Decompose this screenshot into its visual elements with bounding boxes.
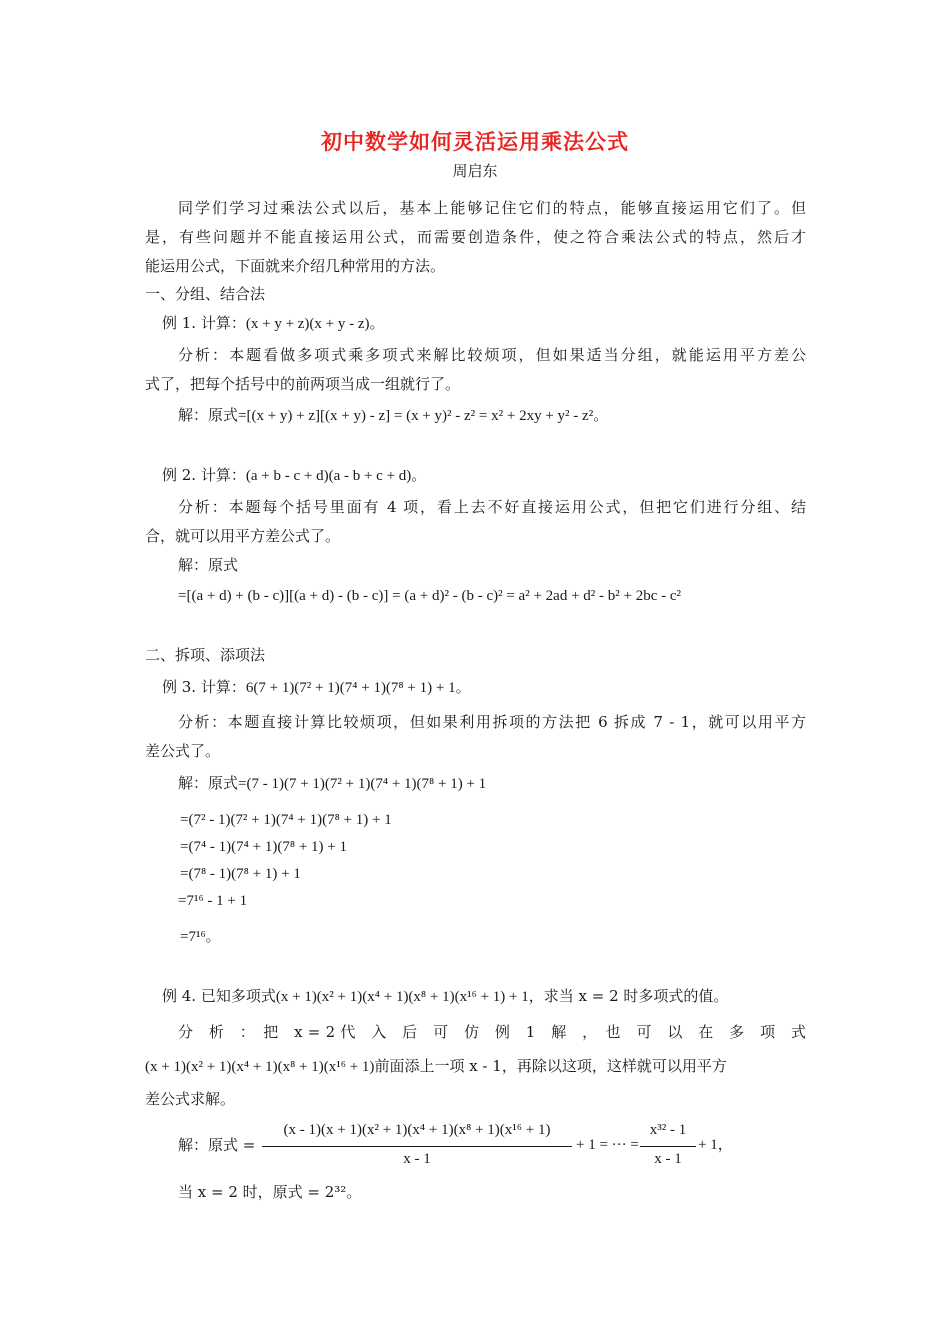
example-2-expression: (a + b - c + d)(a - b + c + d)。 [245,468,427,484]
example-3-step-5: =7¹⁶ - 1 + 1 [178,893,248,909]
document-title: 初中数学如何灵活运用乘法公式 [321,129,629,154]
example-3-step-3: =(7⁴ - 1)(7⁴ + 1)(7⁸ + 1) + 1 [180,839,347,855]
example-2-analysis-line-1: 分析：本题每个括号里面有 4 项，看上去不好直接运用公式，但把它们进行分组、结 [178,498,806,516]
example-4-analysis-line-1: 分 析 ： 把 x = 2 代 入 后 可 仿 例 1 解 ， 也 可 以 在 多 项 式 [178,1023,806,1041]
example-4-middle: + 1 = ··· = [576,1137,639,1153]
intro-line-3: 能运用公式，下面就来介绍几种常用的方法。 [145,257,446,275]
intro-line-2: 是，有些问题并不能直接运用公式，而需要创造条件，使之符合乘法公式的特点，然后才 [145,228,806,246]
example-3-label: 例 3. 计算： [162,678,246,696]
example-1-label: 例 1. 计算： [162,314,246,332]
example-4-analysis-text: 前面添上一项 x - 1，再除以这项，这样就可以用平方 [374,1057,727,1075]
fraction-1-denominator: x - 1 [403,1151,431,1167]
example-3-solution-label: 解：原式 [178,774,239,792]
example-1-solution-expression: =[(x + y) + z][(x + y) - z] = (x + y)² - z² = x² + 2xy + y² - z²。 [238,408,609,424]
fraction-2-bar [640,1146,696,1147]
author-name: 周启东 [452,162,498,180]
example-4-analysis-line-3: 差公式求解。 [145,1090,236,1108]
example-2-label: 例 2. 计算： [162,466,246,484]
example-3-step-2: =(7² - 1)(7² + 1)(7⁴ + 1)(7⁸ + 1) + 1 [180,812,392,828]
fraction-1-bar [262,1146,572,1147]
example-4-question: ，求当 x = 2 时多项式的值。 [528,987,729,1005]
example-4-label: 例 4. 已知多项式 [162,987,276,1005]
example-1-solution [178,405,608,426]
example-1-analysis-line-1: 分析：本题看做多项式乘多项式来解比较烦项，但如果适当分组，就能运用平方差公 [178,346,806,364]
example-1 [162,313,385,334]
example-2-solution-label: 解：原式 [178,556,239,574]
fraction-1-numerator: (x - 1)(x + 1)(x² + 1)(x⁴ + 1)(x⁸ + 1)(x¹⁶ + 1) [283,1122,551,1138]
example-4 [162,986,728,1007]
fraction-2-denominator: x - 1 [654,1151,682,1167]
example-3-analysis-line-1: 分析：本题直接计算比较烦项，但如果利用拆项的方法把 6 拆成 7 - 1，就可以用平方 [178,713,806,731]
example-3-analysis-line-2: 差公式了。 [145,742,221,760]
example-4-expression: (x + 1)(x² + 1)(x⁴ + 1)(x⁸ + 1)(x¹⁶ + 1) + 1 [275,989,529,1005]
fraction-2-numerator: x³² - 1 [649,1122,687,1138]
example-2-solution-expression: =[(a + d) + (b - c)][(a + d) - (b - c)] = (a + d)² - (b - c)² = a² + 2ad + d² - b² + 2bc - c² [178,588,682,604]
example-3-step-4: =(7⁸ - 1)(7⁸ + 1) + 1 [180,866,301,882]
section-heading-2: 二、拆项、添项法 [145,646,266,664]
example-3-step-1: =(7 - 1)(7 + 1)(7² + 1)(7⁴ + 1)(7⁸ + 1) + 1 [238,776,487,792]
example-3-step-6: =7¹⁶。 [180,929,221,945]
example-1-analysis-line-2: 式了，把每个括号中的前两项当成一组就行了。 [145,375,461,393]
section-heading-1: 一、分组、结合法 [145,285,266,303]
example-4-solution-label: 解：原式 = [178,1136,256,1154]
example-1-solution-label: 解：原式 [178,406,239,424]
example-2-analysis-line-2: 合，就可以用平方差公式了。 [145,527,341,545]
example-3-expression: 6(7 + 1)(7² + 1)(7⁴ + 1)(7⁸ + 1) + 1。 [245,680,471,696]
example-4-final-answer: 当 x = 2 时，原式 = 2³²。 [178,1183,362,1201]
example-3 [162,677,471,698]
intro-line-1: 同学们学习过乘法公式以后，基本上能够记住它们的特点，能够直接运用它们了。但 [178,199,806,217]
example-1-expression: (x + y + z)(x + y - z)。 [245,316,385,332]
example-3-solution [178,773,486,794]
example-4-analysis-expression: (x + 1)(x² + 1)(x⁴ + 1)(x⁸ + 1)(x¹⁶ + 1) [145,1059,375,1075]
example-2 [162,465,426,486]
example-4-analysis-line-2 [145,1056,727,1077]
example-4-tail: + 1， [698,1137,733,1153]
